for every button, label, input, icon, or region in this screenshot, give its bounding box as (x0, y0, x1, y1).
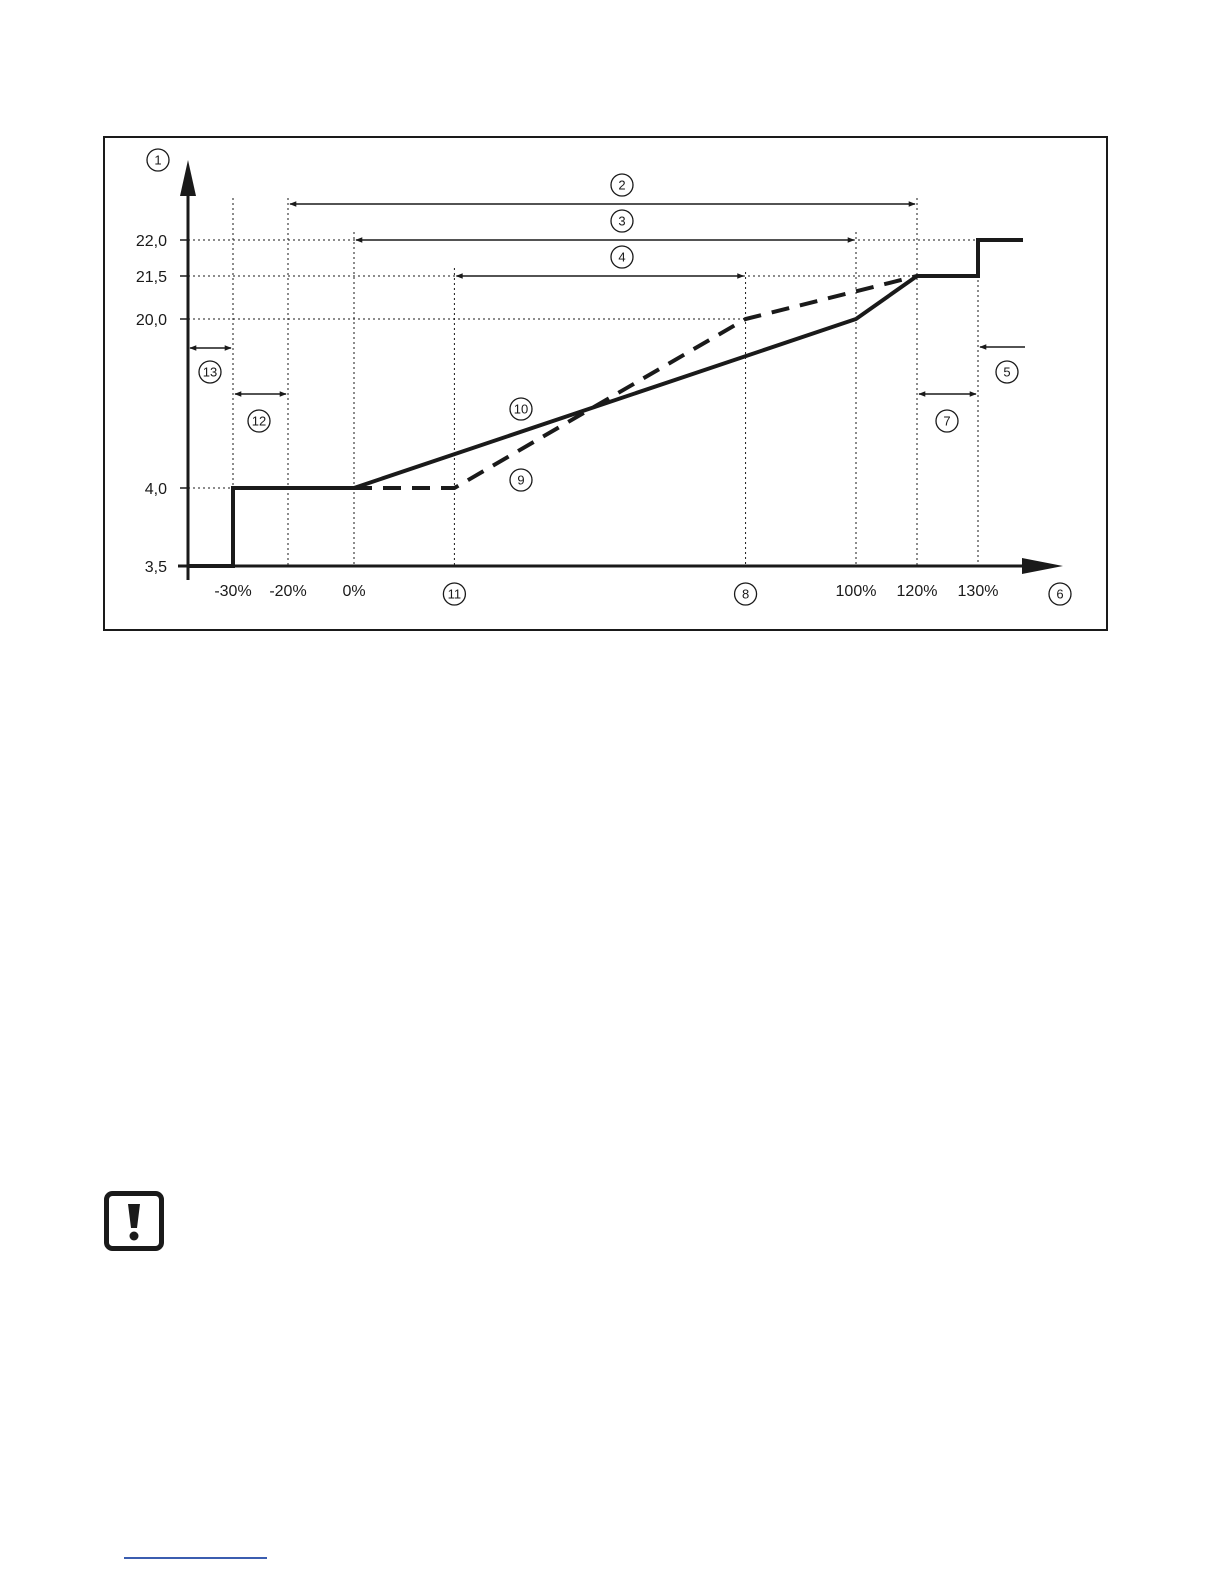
callout-number: 2 (618, 177, 626, 193)
y-tick-label: 20,0 (135, 312, 167, 329)
x-tick-label: 120% (896, 583, 938, 600)
y-tick-label: 4,0 (144, 481, 167, 498)
callout-number: 3 (618, 213, 626, 229)
x-tick-label: 100% (835, 583, 877, 600)
x-tick-label: 130% (957, 583, 999, 600)
callout-number: 12 (251, 413, 267, 429)
chart-border (104, 137, 1107, 630)
callout-number: 11 (447, 586, 462, 602)
callout-number: 10 (513, 401, 529, 417)
callout-number: 8 (741, 586, 750, 602)
y-tick-label: 22,0 (135, 233, 167, 250)
x-tick-label: 0% (342, 583, 366, 600)
guide-lines (188, 198, 978, 566)
y-axis-arrowhead (180, 160, 196, 196)
solid-series-line (188, 240, 1023, 566)
callout-number: 9 (517, 472, 525, 488)
y-tick-label: 3,5 (144, 559, 167, 576)
callout-number: 4 (618, 249, 626, 265)
callout-number: 1 (154, 152, 162, 168)
exclamation-icon (104, 1191, 164, 1251)
x-axis-arrowhead (1022, 558, 1063, 574)
x-tick-label: -20% (269, 583, 307, 600)
footer-link-underline[interactable] (124, 1557, 267, 1559)
callout-number: 7 (943, 413, 951, 429)
x-tick-label: -30% (214, 583, 252, 600)
range-arrows (190, 204, 1025, 394)
y-tick-label: 21,5 (135, 269, 167, 286)
dashed-series-line (354, 276, 917, 488)
callout-number: 13 (202, 364, 218, 380)
callout-number: 6 (1056, 586, 1064, 602)
callout-number: 5 (1003, 364, 1011, 380)
callout-markers (144, 149, 1071, 605)
series-lines (188, 240, 1023, 566)
chart-figure (0, 0, 1224, 660)
